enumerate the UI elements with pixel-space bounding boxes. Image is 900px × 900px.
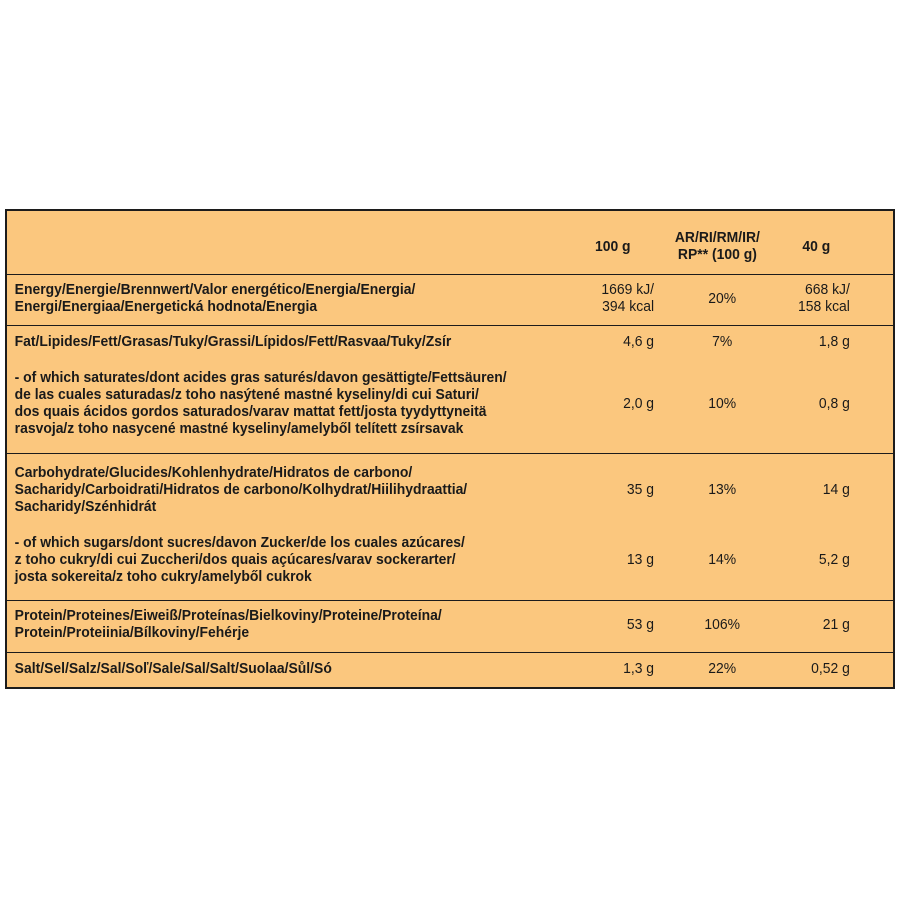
header-reference-intake: AR/RI/RM/IR/ RP** (100 g) xyxy=(674,230,760,263)
header-100g: 100 g xyxy=(594,238,631,255)
divider xyxy=(7,325,893,326)
value-40g: 5,2 g xyxy=(818,551,850,568)
value-ri: 13% xyxy=(708,481,737,498)
value-100g: 1,3 g xyxy=(623,660,655,677)
table-row-saturates xyxy=(7,359,858,449)
value-100g: 35 g xyxy=(626,481,655,498)
value-100g: 2,0 g xyxy=(623,395,655,412)
value-ri: 14% xyxy=(708,551,737,568)
value-40g: 668 kJ/ 158 kcal xyxy=(798,282,850,315)
divider xyxy=(7,453,893,454)
table-row-sugars xyxy=(7,529,858,591)
value-40g: 0,52 g xyxy=(811,660,850,677)
table-row-fat xyxy=(7,329,858,355)
value-ri: 10% xyxy=(708,395,737,412)
value-ri: 7% xyxy=(712,333,733,350)
row-label: Protein/Proteines/Eiweiß/Proteínas/Bielkoviny/Proteine/Proteína/ Protein/Proteiinia/Bílkoviny/Fehérje xyxy=(14,608,442,641)
value-100g: 1669 kJ/ 394 kcal xyxy=(601,282,655,315)
value-ri: 20% xyxy=(708,290,737,307)
value-40g: 14 g xyxy=(822,481,850,498)
value-40g: 21 g xyxy=(822,616,850,633)
table-row-carbohydrate xyxy=(7,459,858,521)
divider xyxy=(7,274,893,275)
value-ri: 106% xyxy=(704,616,741,633)
row-label: Energy/Energie/Brennwert/Valor energético/Energia/Energia/ Energi/Energiaa/Energetická hodnota/Energia xyxy=(14,282,416,315)
divider xyxy=(7,600,893,601)
table-row-salt xyxy=(7,656,858,682)
table-row-energy xyxy=(7,277,858,321)
nutrition-table xyxy=(5,209,895,689)
row-label: Fat/Lipides/Fett/Grasas/Tuky/Grassi/Lípidos/Fett/Rasvaa/Tuky/Zsír xyxy=(14,333,452,350)
value-40g: 0,8 g xyxy=(818,395,850,412)
divider xyxy=(7,652,893,653)
value-40g: 1,8 g xyxy=(818,333,850,350)
row-label: - of which sugars/dont sucres/davon Zucker/de los cuales azúcares/ z toho cukry/di cui Zuccheri/dos quais açúcares/varav sockerarter/ josta sokereita/z toho cukry/amelyből cukrok xyxy=(14,534,465,585)
row-label: Carbohydrate/Glucides/Kohlenhydrate/Hidratos de carbono/ Sacharidy/Carboidrati/Hidratos de carbono/Kolhydrat/Hiilihydraattia/ Sacharidy/Szénhidrát xyxy=(14,464,468,515)
value-100g: 13 g xyxy=(626,551,655,568)
row-label: - of which saturates/dont acides gras saturés/davon gesättigte/Fettsäuren/ de las cuales saturadas/z toho nasýtené mastné kyseliny/di cui Saturi/ dos quais ácidos gordos saturados/varav mattat fett/josta tyydyttyneitä rasvoja/z toho nasycené mastné kyseliny/amelyből telített zsírsavak xyxy=(14,370,507,437)
value-100g: 4,6 g xyxy=(623,333,655,350)
table-row-protein xyxy=(7,603,858,647)
header-40g: 40 g xyxy=(802,238,831,255)
row-label: Salt/Sel/Salz/Sal/Soľ/Sale/Sal/Salt/Suolaa/Sůl/Só xyxy=(14,660,332,677)
value-100g: 53 g xyxy=(626,616,655,633)
table-header xyxy=(7,225,858,269)
value-ri: 22% xyxy=(708,660,737,677)
